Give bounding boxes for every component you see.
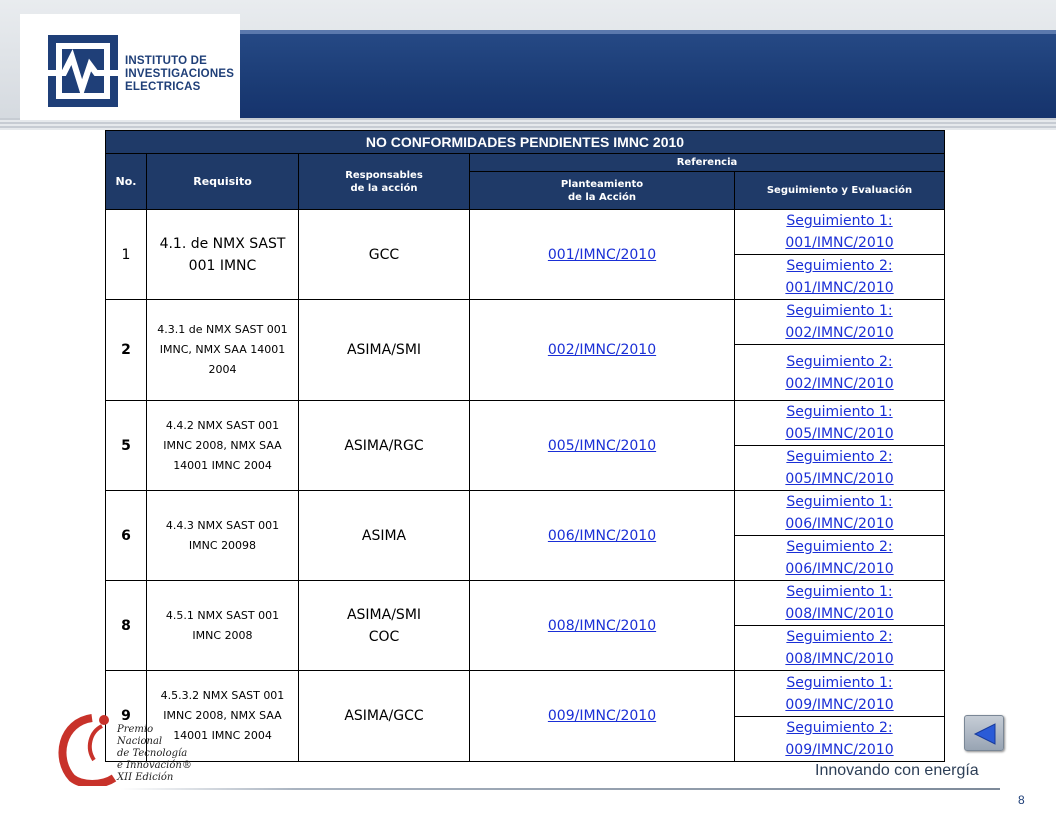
premio-line: e Innovación® [117,760,192,771]
seguimiento-link-line: 008/IMNC/2010 [785,606,894,622]
seguimiento-link-line: 005/IMNC/2010 [785,426,894,442]
seguimiento-link-line: Seguimiento 2: [786,720,893,736]
row-number: 8 [106,581,147,671]
seguimiento-cell [735,536,945,581]
responsables-cell [299,300,470,401]
logo-text [125,55,234,94]
seguimiento-2-link[interactable] [737,255,942,299]
planteamiento-cell [470,210,735,300]
footer-line [120,788,1000,790]
requisito-line: IMNC, NMX SAA 14001 [159,343,286,356]
requisito-cell [147,581,299,671]
seguimiento-link-line: Seguimiento 1: [786,404,893,420]
table-row [106,210,945,255]
header-responsables-line: de la acción [350,182,418,194]
planteamiento-link[interactable]: 001/IMNC/2010 [547,246,657,263]
seguimiento-link-line: Seguimiento 1: [786,494,893,510]
seguimiento-link-line: Seguimiento 2: [786,629,893,645]
header-planteamiento [470,172,735,210]
responsable-line: ASIMA/SMI [346,342,422,358]
seguimiento-1-link[interactable] [737,581,942,625]
header-referencia: Referencia [470,154,945,172]
requisito-line: 4.1. de NMX SAST [159,235,286,252]
planteamiento-link[interactable]: 006/IMNC/2010 [547,527,657,544]
seguimiento-cell [735,671,945,717]
seguimiento-cell [735,717,945,762]
seguimiento-link-line: Seguimiento 1: [786,213,893,229]
requisito-line: 14001 IMNC 2004 [173,458,272,472]
requisito-line: 001 IMNC [188,257,257,274]
seguimiento-link-line: Seguimiento 2: [786,353,893,370]
requisito-line: 2004 [208,363,237,376]
responsables-cell [299,210,470,300]
planteamiento-cell [470,491,735,581]
seguimiento-1-link[interactable] [737,672,942,716]
seguimiento-cell [735,401,945,446]
requisito-line: 4.4.2 NMX SAST 001 [165,418,280,432]
requisito-line: IMNC 2008, NMX SAA [163,709,282,722]
responsables-cell [299,491,470,581]
responsables-cell [299,401,470,491]
header-no: No. [106,154,147,210]
seguimiento-link-line: Seguimiento 1: [786,674,893,691]
logo-line: INVESTIGACIONES [125,68,235,80]
seguimiento-link-line: 005/IMNC/2010 [785,471,894,487]
responsable-line: GCC [368,246,400,263]
requisito-cell [147,401,299,491]
header-stripe [240,30,1056,130]
table-row [106,491,945,536]
seguimiento-link-line: 001/IMNC/2010 [785,235,894,251]
planteamiento-link[interactable]: 009/IMNC/2010 [547,708,657,724]
header-requisito: Requisito [147,154,299,210]
responsables-cell [299,671,470,762]
row-number: 6 [106,491,147,581]
row-number: 1 [106,210,147,300]
seguimiento-link-line: 002/IMNC/2010 [785,325,894,341]
premio-text [117,724,192,784]
slogan: Innovando con energía [815,762,979,779]
row-number: 2 [106,300,147,401]
planteamiento-cell [470,581,735,671]
requisito-line: IMNC 2008 [192,628,253,642]
responsable-line: ASIMA/RGC [344,437,424,454]
responsable-line: ASIMA/SMI [346,606,422,623]
requisito-cell [147,300,299,401]
seguimiento-link-line: Seguimiento 1: [786,303,893,319]
seguimiento-2-link[interactable] [737,536,942,580]
requisito-line: IMNC 20098 [188,538,257,552]
requisito-line: IMNC 2008, NMX SAA [163,438,282,452]
planteamiento-link[interactable]: 008/IMNC/2010 [547,617,657,634]
requisito-line: 4.5.3.2 NMX SAST 001 [160,689,285,702]
seguimiento-1-link[interactable] [737,300,942,344]
seguimiento-cell [735,626,945,671]
responsable-line: ASIMA [361,527,407,544]
seguimiento-cell [735,300,945,345]
row-number: 9 [106,671,147,762]
seguimiento-link-line: Seguimiento 2: [786,539,893,555]
table-body [106,210,945,762]
requisito-line: 14001 IMNC 2004 [173,729,272,742]
requisito-cell [147,491,299,581]
seguimiento-2-link[interactable] [737,446,942,490]
seguimiento-link-line: 001/IMNC/2010 [785,280,894,296]
nonconformities-table-wrapper [105,130,944,762]
planteamiento-link[interactable]: 005/IMNC/2010 [547,437,657,454]
seguimiento-2-link[interactable] [737,351,942,395]
back-button[interactable] [964,715,1004,751]
seguimiento-1-link[interactable] [737,210,942,254]
logo-line: INSTITUTO DE [125,55,208,67]
responsable-line: ASIMA/GCC [344,708,424,724]
premio-line: Nacional [117,736,163,747]
table-row [106,401,945,446]
seguimiento-2-link[interactable] [737,717,942,761]
seguimiento-cell [735,446,945,491]
seguimiento-cell [735,255,945,300]
planteamiento-cell [470,300,735,401]
seguimiento-link-line: 009/IMNC/2010 [785,742,894,758]
seguimiento-link-line: 002/IMNC/2010 [785,375,894,392]
seguimiento-link-line: Seguimiento 2: [786,449,893,465]
seguimiento-cell [735,210,945,255]
seguimiento-cell [735,491,945,536]
planteamiento-cell [470,401,735,491]
logo-line: ELECTRICAS [125,81,201,93]
header-planteamiento-line: de la Acción [567,191,637,203]
nonconformities-table [105,130,945,762]
seguimiento-1-link[interactable] [737,401,942,445]
seguimiento-link-line: Seguimiento 2: [786,258,893,274]
header-seguimiento: Seguimiento y Evaluación [735,172,945,210]
seguimiento-link-line: 009/IMNC/2010 [785,696,894,713]
iie-logo-icon [48,35,118,107]
premio-line: de Tecnología [117,748,188,759]
seguimiento-cell [735,581,945,626]
requisito-line: 4.5.1 NMX SAST 001 [165,608,280,622]
seguimiento-link-line: Seguimiento 1: [786,584,893,600]
row-number: 5 [106,401,147,491]
seguimiento-link-line: 006/IMNC/2010 [785,516,894,532]
requisito-cell [147,210,299,300]
responsable-line: COC [368,628,400,645]
seguimiento-link-line: 006/IMNC/2010 [785,561,894,577]
seguimiento-1-link[interactable] [737,491,942,535]
table-title: NO CONFORMIDADES PENDIENTES IMNC 2010 [106,131,945,154]
planteamiento-cell [470,671,735,762]
triangle-left-icon [973,723,997,745]
seguimiento-2-link[interactable] [737,626,942,670]
header-responsables [299,154,470,210]
seguimiento-link-line: 008/IMNC/2010 [785,651,894,667]
table-row [106,671,945,717]
header-responsables-line: Responsables [345,169,423,181]
seguimiento-cell [735,345,945,401]
responsables-cell [299,581,470,671]
table-row [106,300,945,345]
requisito-line: 4.3.1 de NMX SAST 001 [157,323,288,336]
premio-line: Premio [117,724,154,735]
page-number: 8 [1018,793,1025,807]
planteamiento-link[interactable]: 002/IMNC/2010 [547,342,657,358]
premio-line: XII Edición [117,772,174,783]
header-planteamiento-line: Planteamiento [560,178,644,190]
table-row [106,581,945,626]
requisito-line: 4.4.3 NMX SAST 001 [165,518,280,532]
